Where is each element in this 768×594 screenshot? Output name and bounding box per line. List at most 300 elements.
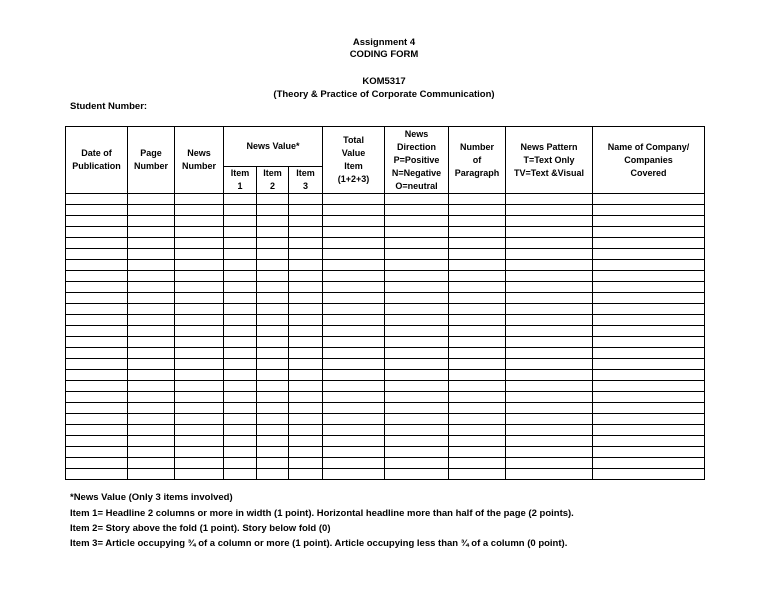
table-cell [385,425,449,436]
table-cell [289,348,323,359]
table-row [66,392,705,403]
table-cell [257,227,289,238]
table-row [66,381,705,392]
table-cell [224,282,257,293]
table-cell [593,436,705,447]
table-cell [323,205,385,216]
table-cell [593,403,705,414]
header-news-pattern: News Pattern T=Text Only TV=Text &Visual [506,127,593,194]
table-cell [224,348,257,359]
table-cell [385,359,449,370]
table-cell [385,282,449,293]
table-cell [257,194,289,205]
table-cell [257,304,289,315]
table-cell [224,469,257,480]
table-cell [385,403,449,414]
table-cell [385,414,449,425]
table-cell [323,359,385,370]
table-cell [175,194,224,205]
table-cell [385,249,449,260]
assignment-title: Assignment 4 [352,37,416,48]
table-cell [593,381,705,392]
table-cell [175,249,224,260]
table-cell [224,205,257,216]
table-cell [128,194,175,205]
table-cell [289,337,323,348]
table-cell [175,370,224,381]
table-cell [289,458,323,469]
table-cell [323,315,385,326]
table-cell [224,381,257,392]
table-cell [506,249,593,260]
table-cell [593,282,705,293]
table-cell [323,326,385,337]
table-cell [449,458,506,469]
table-row [66,260,705,271]
header-page: Page Number [128,127,175,194]
table-cell [175,216,224,227]
table-cell [128,282,175,293]
table-cell [257,282,289,293]
table-cell [323,458,385,469]
table-cell [323,249,385,260]
table-cell [128,447,175,458]
table-cell [175,260,224,271]
table-cell [257,238,289,249]
table-cell [385,370,449,381]
table-cell [385,260,449,271]
table-cell [66,326,128,337]
table-row [66,436,705,447]
table-cell [175,447,224,458]
table-row [66,238,705,249]
table-cell [289,381,323,392]
table-row [66,337,705,348]
table-cell [506,326,593,337]
table-cell [257,359,289,370]
table-cell [66,227,128,238]
table-cell [289,227,323,238]
header-paragraph: Number of Paragraph [449,127,506,194]
table-cell [257,293,289,304]
table-cell [128,370,175,381]
table-cell [289,315,323,326]
table-cell [224,436,257,447]
header-date: Date of Publication [66,127,128,194]
table-cell [128,337,175,348]
table-cell [257,205,289,216]
table-cell [385,315,449,326]
table-cell [257,216,289,227]
table-cell [257,271,289,282]
table-cell [175,425,224,436]
table-cell [128,359,175,370]
table-cell [323,282,385,293]
student-number-label: Student Number: [70,101,148,112]
table-cell [128,249,175,260]
header-total-value: Total Value Item (1+2+3) [323,127,385,194]
table-cell [66,414,128,425]
table-cell [128,271,175,282]
table-cell [385,194,449,205]
table-cell [449,381,506,392]
table-cell [449,436,506,447]
table-cell [323,370,385,381]
table-cell [66,304,128,315]
table-cell [385,304,449,315]
table-row [66,469,705,480]
table-cell [506,227,593,238]
table-cell [385,392,449,403]
table-cell [323,227,385,238]
table-cell [593,304,705,315]
table-cell [449,469,506,480]
course-name: (Theory & Practice of Corporate Communication) [273,89,495,100]
coding-form-table [65,126,705,480]
table-cell [128,238,175,249]
table-cell [289,293,323,304]
table-cell [128,315,175,326]
table-cell [128,293,175,304]
table-cell [66,392,128,403]
table-cell [175,227,224,238]
table-cell [506,458,593,469]
table-cell [66,249,128,260]
table-cell [128,260,175,271]
table-cell [175,337,224,348]
table-cell [449,304,506,315]
table-cell [257,392,289,403]
table-cell [128,348,175,359]
table-cell [257,249,289,260]
table-cell [289,359,323,370]
table-cell [593,216,705,227]
table-cell [289,414,323,425]
table-cell [506,425,593,436]
table-cell [257,414,289,425]
table-cell [385,216,449,227]
table-row [66,425,705,436]
table-cell [449,370,506,381]
table-cell [289,436,323,447]
table-cell [66,216,128,227]
table-row [66,249,705,260]
table-cell [449,205,506,216]
table-cell [506,370,593,381]
table-cell [175,458,224,469]
table-cell [224,326,257,337]
table-cell [289,216,323,227]
table-cell [175,304,224,315]
table-cell [128,304,175,315]
table-cell [289,304,323,315]
table-cell [385,458,449,469]
table-cell [257,348,289,359]
table-cell [224,458,257,469]
table-cell [224,403,257,414]
table-cell [289,205,323,216]
table-cell [289,326,323,337]
table-cell [175,469,224,480]
table-cell [323,271,385,282]
table-cell [506,436,593,447]
table-cell [224,293,257,304]
table-cell [257,436,289,447]
table-cell [323,436,385,447]
table-cell [289,194,323,205]
table-cell [224,447,257,458]
table-row [66,282,705,293]
table-row [66,403,705,414]
table-cell [506,238,593,249]
table-row [66,194,705,205]
table-row [66,326,705,337]
table-cell [593,348,705,359]
table-cell [323,425,385,436]
table-cell [66,381,128,392]
table-cell [449,282,506,293]
table-cell [385,337,449,348]
table-cell [323,293,385,304]
table-cell [128,381,175,392]
table-cell [506,205,593,216]
table-row [66,205,705,216]
table-cell [593,337,705,348]
table-row [66,348,705,359]
table-row [66,359,705,370]
table-cell [323,414,385,425]
table-cell [593,359,705,370]
table-cell [593,414,705,425]
table-row [66,271,705,282]
table-cell [449,414,506,425]
table-cell [593,249,705,260]
table-cell [593,447,705,458]
header-company: Name of Company/ Companies Covered [593,127,705,194]
table-cell [506,469,593,480]
table-cell [128,436,175,447]
table-cell [506,348,593,359]
header-news-direction: News Direction P=Positive N=Negative O=neutral [385,127,449,194]
table-cell [593,425,705,436]
table-cell [593,392,705,403]
table-cell [224,359,257,370]
table-cell [289,282,323,293]
note-item-2: Item 2= Story above the fold (1 point). Story below fold (0) [70,523,331,534]
table-cell [449,447,506,458]
table-cell [224,425,257,436]
course-code: KOM5317 [362,76,406,87]
table-cell [66,469,128,480]
table-cell [224,414,257,425]
table-cell [289,469,323,480]
table-cell [593,260,705,271]
table-cell [128,326,175,337]
table-cell [506,315,593,326]
table-cell [257,337,289,348]
table-cell [128,403,175,414]
table-cell [449,216,506,227]
table-cell [385,469,449,480]
table-cell [224,315,257,326]
table-cell [385,381,449,392]
table-cell [175,392,224,403]
table-cell [385,436,449,447]
table-cell [289,249,323,260]
header-item-2: Item 2 [257,167,289,194]
table-cell [593,326,705,337]
table-cell [323,403,385,414]
table-cell [385,205,449,216]
table-cell [175,205,224,216]
table-cell [449,326,506,337]
table-cell [257,403,289,414]
table-cell [593,271,705,282]
table-cell [175,348,224,359]
table-cell [66,194,128,205]
table-cell [323,392,385,403]
table-cell [257,425,289,436]
table-cell [323,216,385,227]
table-cell [449,293,506,304]
table-cell [323,348,385,359]
table-cell [175,359,224,370]
table-cell [385,271,449,282]
table-cell [506,194,593,205]
table-cell [385,326,449,337]
table-cell [506,293,593,304]
table-cell [128,469,175,480]
table-cell [506,359,593,370]
table-cell [175,381,224,392]
table-cell [506,414,593,425]
table-cell [66,359,128,370]
table-cell [128,205,175,216]
table-row [66,304,705,315]
table-cell [224,216,257,227]
table-cell [257,381,289,392]
table-cell [323,194,385,205]
table-cell [224,260,257,271]
table-cell [175,238,224,249]
table-cell [449,348,506,359]
table-cell [66,282,128,293]
table-cell [506,271,593,282]
table-row [66,293,705,304]
table-row [66,458,705,469]
header-news-value: News Value* [224,127,323,167]
table-cell [506,403,593,414]
note-item-3: Item 3= Article occupying ¾ of a column or more (1 point). Article occupying less than ¾ of a column (0 point). [70,538,568,549]
table-cell [66,458,128,469]
table-cell [175,403,224,414]
table-cell [593,370,705,381]
table-cell [593,458,705,469]
table-cell [323,447,385,458]
header-news-number: News Number [175,127,224,194]
table-cell [506,337,593,348]
table-cell [66,436,128,447]
table-cell [128,227,175,238]
header-item-3: Item 3 [289,167,323,194]
table-cell [289,260,323,271]
table-cell [128,392,175,403]
table-cell [385,227,449,238]
table-cell [66,293,128,304]
table-cell [506,392,593,403]
table-cell [257,260,289,271]
table-cell [175,414,224,425]
table-cell [593,194,705,205]
table-cell [323,260,385,271]
table-cell [449,238,506,249]
table-cell [224,194,257,205]
table-cell [449,249,506,260]
table-cell [66,447,128,458]
table-cell [289,425,323,436]
header-item-1: Item 1 [224,167,257,194]
table-cell [66,238,128,249]
note-item-1: Item 1= Headline 2 columns or more in width (1 point). Horizontal headline more than half of the page (2 points). [70,508,574,519]
table-body [66,194,705,480]
table-row [66,447,705,458]
table-cell [449,271,506,282]
table-cell [66,315,128,326]
table-cell [449,315,506,326]
table-cell [175,293,224,304]
table-cell [385,447,449,458]
table-cell [257,447,289,458]
table-cell [66,271,128,282]
table-row [66,216,705,227]
table-cell [506,447,593,458]
table-cell [224,238,257,249]
table-cell [175,282,224,293]
table-cell [289,403,323,414]
table-cell [257,469,289,480]
table-cell [323,304,385,315]
table-cell [289,447,323,458]
table-cell [593,293,705,304]
table-cell [257,458,289,469]
table-cell [323,469,385,480]
table-row [66,414,705,425]
table-cell [66,370,128,381]
table-cell [224,249,257,260]
table-cell [449,425,506,436]
table-cell [224,370,257,381]
table-cell [593,238,705,249]
table-cell [128,216,175,227]
table-cell [175,326,224,337]
table-cell [593,469,705,480]
table-cell [66,337,128,348]
table-cell [224,392,257,403]
table-cell [323,381,385,392]
table-cell [175,271,224,282]
table-row [66,370,705,381]
table-cell [224,337,257,348]
table-row [66,315,705,326]
table-cell [593,227,705,238]
form-title: CODING FORM [349,49,419,60]
table-cell [224,227,257,238]
table-cell [323,337,385,348]
table-cell [449,392,506,403]
table-cell [449,403,506,414]
table-cell [66,348,128,359]
table-cell [593,315,705,326]
